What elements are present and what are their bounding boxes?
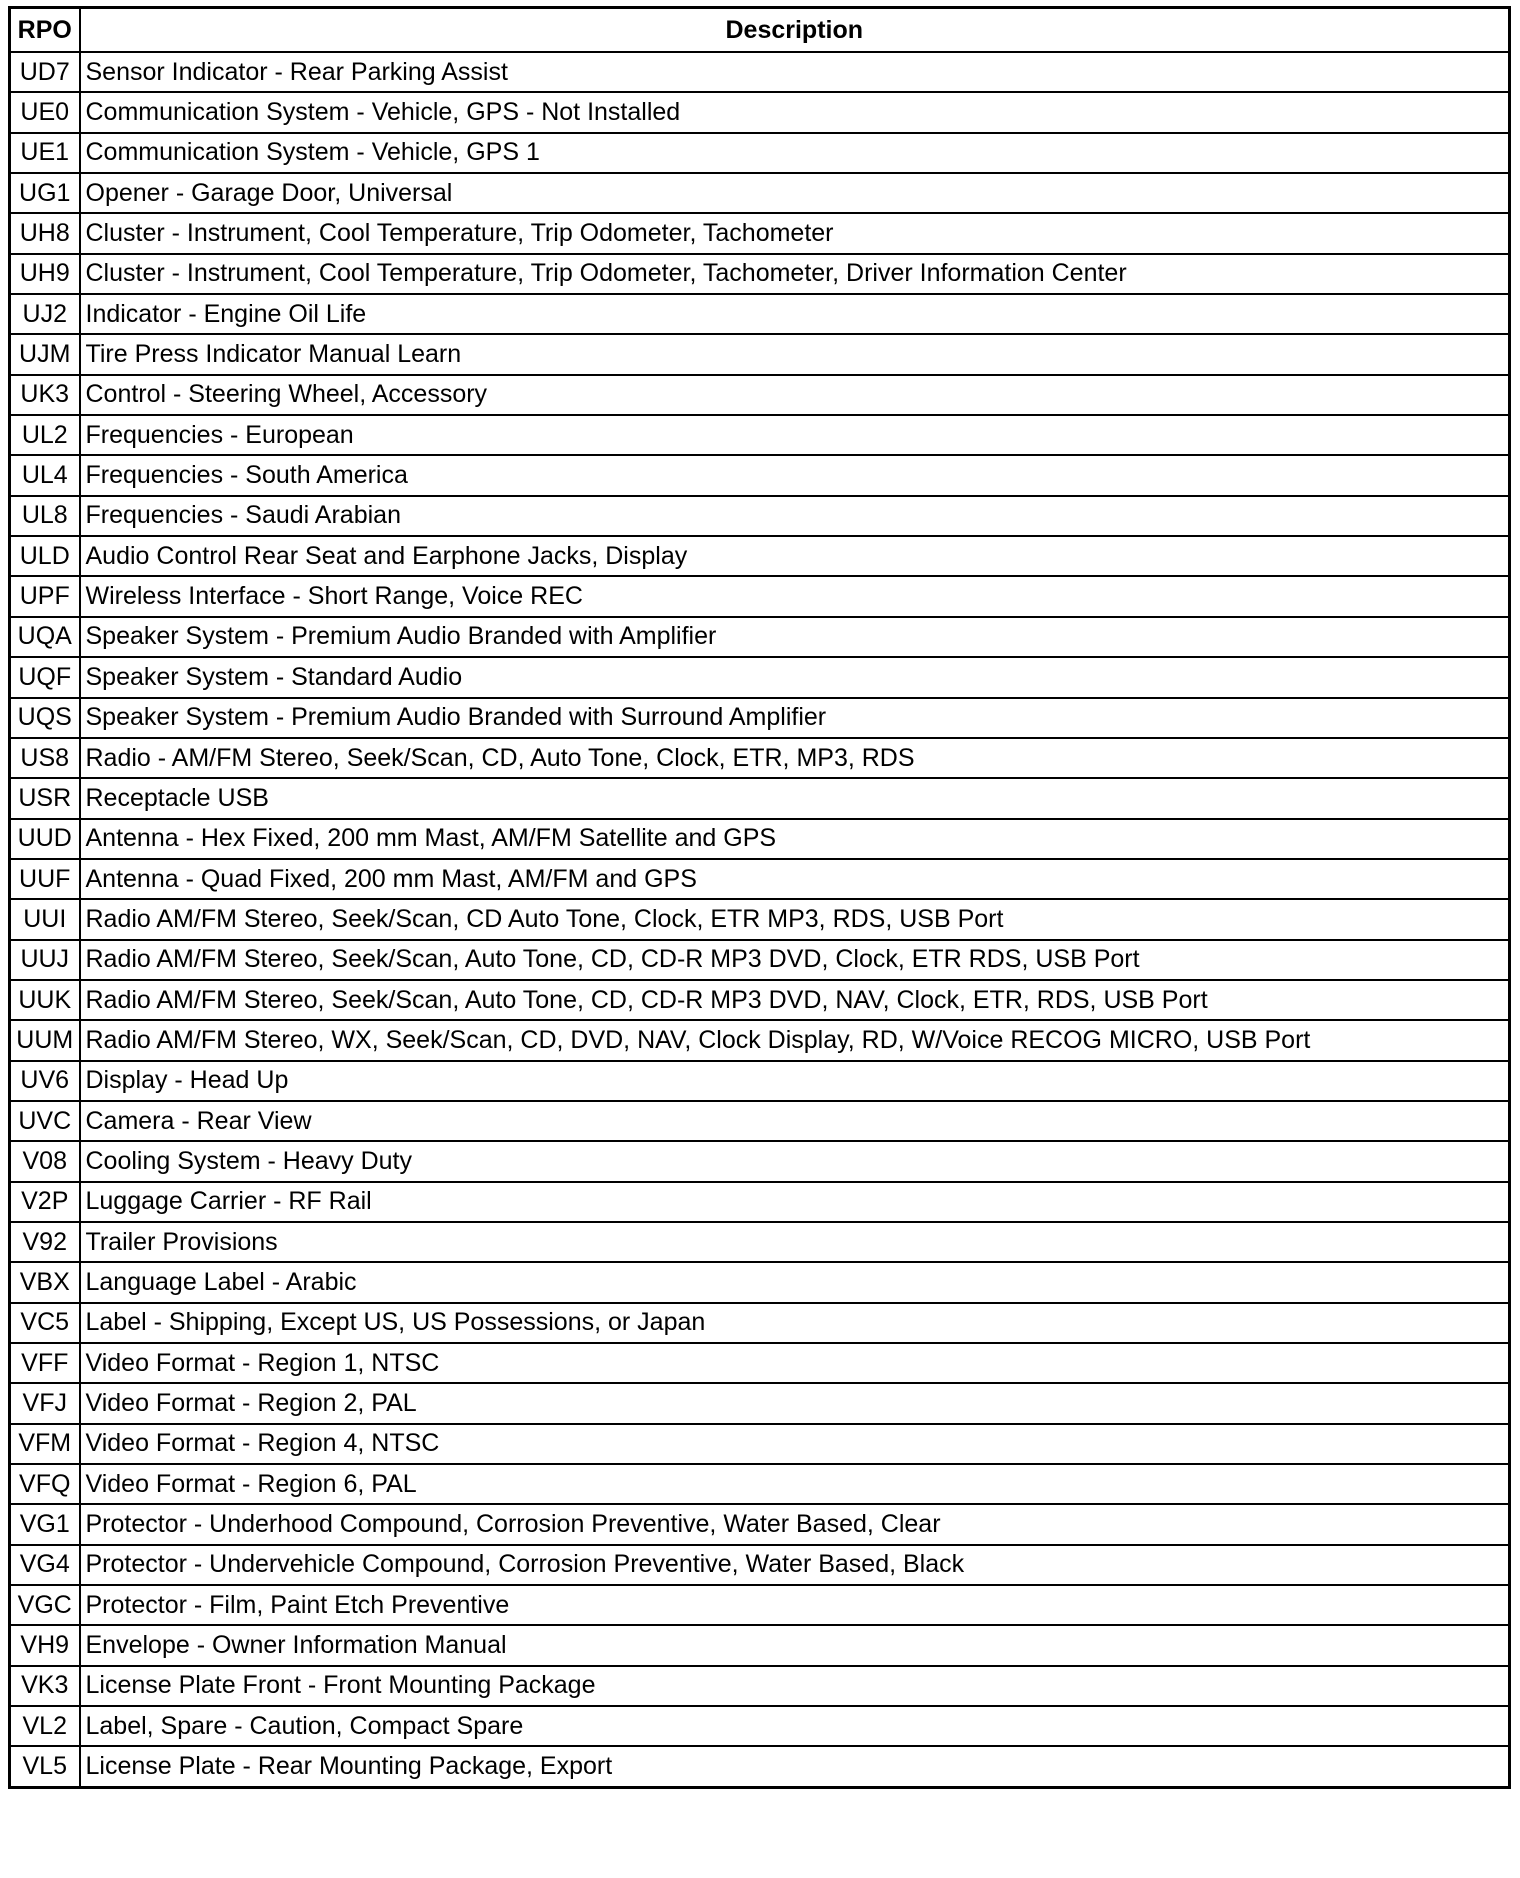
rpo-code-cell: VC5	[10, 1303, 80, 1343]
description-cell: Tire Press Indicator Manual Learn	[80, 334, 1510, 374]
description-cell: Antenna - Quad Fixed, 200 mm Mast, AM/FM and GPS	[80, 859, 1510, 899]
description-cell: Sensor Indicator - Rear Parking Assist	[80, 52, 1510, 92]
rpo-code-cell: VG4	[10, 1545, 80, 1585]
table-row	[10, 496, 1510, 536]
description-cell: Receptacle USB	[80, 778, 1510, 818]
table-row	[10, 698, 1510, 738]
rpo-code-cell: USR	[10, 778, 80, 818]
description-cell: Speaker System - Premium Audio Branded with Surround Amplifier	[80, 698, 1510, 738]
description-cell: Audio Control Rear Seat and Earphone Jacks, Display	[80, 536, 1510, 576]
table-row	[10, 1706, 1510, 1746]
description-cell: Video Format - Region 6, PAL	[80, 1464, 1510, 1504]
description-cell: Antenna - Hex Fixed, 200 mm Mast, AM/FM Satellite and GPS	[80, 819, 1510, 859]
rpo-code-cell: VK3	[10, 1666, 80, 1706]
table-row	[10, 1061, 1510, 1101]
header-row	[10, 8, 1510, 53]
rpo-code-cell: UUF	[10, 859, 80, 899]
description-cell: Label - Shipping, Except US, US Possessions, or Japan	[80, 1303, 1510, 1343]
rpo-code-cell: VL2	[10, 1706, 80, 1746]
table-row	[10, 1746, 1510, 1787]
description-cell: Protector - Undervehicle Compound, Corrosion Preventive, Water Based, Black	[80, 1545, 1510, 1585]
description-cell: Radio - AM/FM Stereo, Seek/Scan, CD, Auto Tone, Clock, ETR, MP3, RDS	[80, 738, 1510, 778]
table-row	[10, 1141, 1510, 1181]
table-row	[10, 1303, 1510, 1343]
rpo-code-cell: UQS	[10, 698, 80, 738]
description-cell: Communication System - Vehicle, GPS 1	[80, 133, 1510, 173]
rpo-code-cell: V08	[10, 1141, 80, 1181]
description-cell: Envelope - Owner Information Manual	[80, 1625, 1510, 1665]
rpo-code-cell: V92	[10, 1222, 80, 1262]
rpo-code-cell: UL4	[10, 455, 80, 495]
description-cell: Control - Steering Wheel, Accessory	[80, 375, 1510, 415]
description-cell: Radio AM/FM Stereo, Seek/Scan, CD Auto Tone, Clock, ETR MP3, RDS, USB Port	[80, 899, 1510, 939]
description-cell: Camera - Rear View	[80, 1101, 1510, 1141]
table-row	[10, 1464, 1510, 1504]
rpo-code-cell: VBX	[10, 1262, 80, 1302]
description-cell: Trailer Provisions	[80, 1222, 1510, 1262]
description-cell: Video Format - Region 2, PAL	[80, 1383, 1510, 1423]
table-row	[10, 1222, 1510, 1262]
description-cell: Video Format - Region 1, NTSC	[80, 1343, 1510, 1383]
rpo-code-cell: UL2	[10, 415, 80, 455]
description-cell: License Plate - Rear Mounting Package, Export	[80, 1746, 1510, 1787]
description-cell: Speaker System - Standard Audio	[80, 657, 1510, 697]
table-row	[10, 1545, 1510, 1585]
description-cell: Protector - Film, Paint Etch Preventive	[80, 1585, 1510, 1625]
rpo-code-cell: UK3	[10, 375, 80, 415]
rpo-code-cell: VGC	[10, 1585, 80, 1625]
table-row	[10, 1020, 1510, 1060]
table-row	[10, 1625, 1510, 1665]
rpo-code-cell: UE1	[10, 133, 80, 173]
description-cell: Cluster - Instrument, Cool Temperature, Trip Odometer, Tachometer, Driver Information Center	[80, 254, 1510, 294]
description-cell: Frequencies - European	[80, 415, 1510, 455]
rpo-code-cell: VFM	[10, 1424, 80, 1464]
table-row	[10, 334, 1510, 374]
rpo-code-cell: VH9	[10, 1625, 80, 1665]
table-row	[10, 1666, 1510, 1706]
table-row	[10, 980, 1510, 1020]
rpo-code-cell: UH9	[10, 254, 80, 294]
table-row	[10, 899, 1510, 939]
table-row	[10, 375, 1510, 415]
description-cell: Frequencies - South America	[80, 455, 1510, 495]
rpo-code-cell: UD7	[10, 52, 80, 92]
rpo-code-cell: UPF	[10, 576, 80, 616]
description-cell: Protector - Underhood Compound, Corrosion Preventive, Water Based, Clear	[80, 1504, 1510, 1544]
table-body	[10, 52, 1510, 1787]
description-cell: Radio AM/FM Stereo, WX, Seek/Scan, CD, DVD, NAV, Clock Display, RD, W/Voice RECOG MICRO, USB Port	[80, 1020, 1510, 1060]
table-row	[10, 778, 1510, 818]
description-cell: Speaker System - Premium Audio Branded with Amplifier	[80, 617, 1510, 657]
description-cell: Language Label - Arabic	[80, 1262, 1510, 1302]
table-row	[10, 738, 1510, 778]
table-row	[10, 1101, 1510, 1141]
table-row	[10, 1182, 1510, 1222]
table-row	[10, 455, 1510, 495]
rpo-code-cell: VFQ	[10, 1464, 80, 1504]
description-cell: Display - Head Up	[80, 1061, 1510, 1101]
table-row	[10, 133, 1510, 173]
table-row	[10, 254, 1510, 294]
description-cell: License Plate Front - Front Mounting Package	[80, 1666, 1510, 1706]
rpo-code-cell: VL5	[10, 1746, 80, 1787]
rpo-code-cell: ULD	[10, 536, 80, 576]
table-row	[10, 576, 1510, 616]
rpo-code-cell: VG1	[10, 1504, 80, 1544]
table-row	[10, 415, 1510, 455]
table-row	[10, 1262, 1510, 1302]
rpo-code-cell: UH8	[10, 213, 80, 253]
table-row	[10, 294, 1510, 334]
rpo-code-cell: UJ2	[10, 294, 80, 334]
rpo-code-cell: UL8	[10, 496, 80, 536]
table-row	[10, 1504, 1510, 1544]
rpo-code-cell: UE0	[10, 92, 80, 132]
table-row	[10, 92, 1510, 132]
rpo-code-cell: UJM	[10, 334, 80, 374]
rpo-code-cell: UQA	[10, 617, 80, 657]
description-cell: Cluster - Instrument, Cool Temperature, Trip Odometer, Tachometer	[80, 213, 1510, 253]
description-cell: Wireless Interface - Short Range, Voice REC	[80, 576, 1510, 616]
rpo-column-header: RPO	[10, 8, 80, 53]
table-row	[10, 536, 1510, 576]
rpo-table	[8, 6, 1511, 1789]
description-cell: Cooling System - Heavy Duty	[80, 1141, 1510, 1181]
rpo-code-cell: UVC	[10, 1101, 80, 1141]
table-row	[10, 52, 1510, 92]
table-row	[10, 173, 1510, 213]
table-row	[10, 940, 1510, 980]
table-row	[10, 819, 1510, 859]
rpo-code-cell: US8	[10, 738, 80, 778]
rpo-code-cell: UUK	[10, 980, 80, 1020]
rpo-code-cell: V2P	[10, 1182, 80, 1222]
rpo-code-cell: UUD	[10, 819, 80, 859]
table-header	[10, 8, 1510, 53]
table-row	[10, 859, 1510, 899]
rpo-code-cell: UUI	[10, 899, 80, 939]
table-row	[10, 1585, 1510, 1625]
table-row	[10, 1383, 1510, 1423]
rpo-code-cell: UG1	[10, 173, 80, 213]
table-row	[10, 213, 1510, 253]
table-row	[10, 1343, 1510, 1383]
description-cell: Indicator - Engine Oil Life	[80, 294, 1510, 334]
description-cell: Frequencies - Saudi Arabian	[80, 496, 1510, 536]
rpo-code-cell: UQF	[10, 657, 80, 697]
description-cell: Label, Spare - Caution, Compact Spare	[80, 1706, 1510, 1746]
table-row	[10, 657, 1510, 697]
description-cell: Radio AM/FM Stereo, Seek/Scan, Auto Tone, CD, CD-R MP3 DVD, Clock, ETR RDS, USB Port	[80, 940, 1510, 980]
table-row	[10, 1424, 1510, 1464]
description-cell: Video Format - Region 4, NTSC	[80, 1424, 1510, 1464]
description-cell: Luggage Carrier - RF Rail	[80, 1182, 1510, 1222]
table-row	[10, 617, 1510, 657]
description-cell: Radio AM/FM Stereo, Seek/Scan, Auto Tone, CD, CD-R MP3 DVD, NAV, Clock, ETR, RDS, USB Port	[80, 980, 1510, 1020]
description-cell: Opener - Garage Door, Universal	[80, 173, 1510, 213]
rpo-code-cell: UV6	[10, 1061, 80, 1101]
rpo-code-cell: UUM	[10, 1020, 80, 1060]
rpo-code-cell: VFJ	[10, 1383, 80, 1423]
description-column-header: Description	[80, 8, 1510, 53]
rpo-code-cell: VFF	[10, 1343, 80, 1383]
description-cell: Communication System - Vehicle, GPS - Not Installed	[80, 92, 1510, 132]
rpo-code-cell: UUJ	[10, 940, 80, 980]
